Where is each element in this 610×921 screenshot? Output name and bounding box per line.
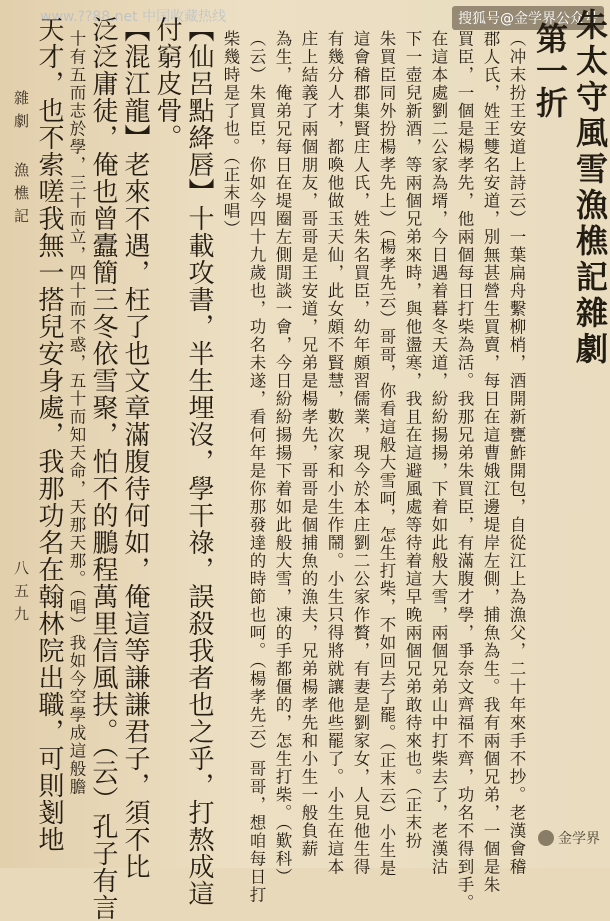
watermark-jinxuejie [538, 828, 600, 848]
text-column: 柴幾時是了也。（正末唱） [221, 30, 240, 238]
text-column: 在這本處劉二公家為壻，今日遇着暮冬天道，紛紛揚揚，下着如此般大雪，兩個兄弟山中打柴去了，老漢沽 [429, 30, 448, 876]
text-column: 庄上結義了兩個朋友，哥哥是王安道，兄弟是楊孝先，哥哥是個捕魚的漁夫，兄弟楊孝先和小生一般負薪 [299, 30, 318, 858]
aria-column: 付窮皮骨。 [152, 16, 182, 151]
text-column: 十有五而志於學，三十而立，四十而不惑，五十而知天命，天那天那。（唱）我如今空學成這般膽 [67, 30, 86, 796]
aria-column: 【仙呂點絳唇】十載攻書，半生埋沒，學干祿，誤殺我者也之乎，打熬成這 [184, 16, 214, 907]
text-column: 買臣，一個是楊孝先，他兩個每日打柴為活。我那兄弟朱買臣，有滿腹才學，爭奈文齊福不齊，功名不得到手。 [455, 30, 474, 912]
text-column: 下一壺兒新酒，等兩個兄弟來時，與他盪寒，我且在這避風處等待着這早晚兩個兄弟敢待來也。（正末扮 [403, 30, 422, 850]
aria-column: 天才，也不索嗟我無一搭兒安身處，我那功名在翰林院出職，可則剗地 [34, 16, 64, 853]
text-column: 朱買臣同外扮楊孝先上）（楊孝先云）哥哥，你看這般大雪呵，怎生打柴，不如回去了罷。（正末云）小生是 [377, 30, 396, 878]
act-label: 第一折 [531, 22, 569, 118]
text-column: 為生，俺弟兄每日在堤圈左側閒談一會，今日紛紛揚揚下着如此般大雪，凍的手都僵的，怎生打柴。（歎科） [273, 30, 292, 886]
side-label: 雜劇 漁樵記 [12, 90, 30, 231]
text-column: 郡人氏，姓王雙名安道，別無甚營生買賣，每日在這曹娥江邊堤岸左側，捕魚為生。我有兩個兄弟，一個是朱 [481, 30, 500, 894]
watermark-site: www.??88.net 中国收藏热线 [40, 9, 227, 25]
watermark-jinxuejie-label: 金学界 [558, 831, 600, 847]
text-column: （冲末扮王安道上詩云）一葉扁舟繫柳梢，酒開新甕鮓開包，自從江上為漁父，二十年來手不抄。老漢會稽 [507, 30, 526, 876]
watermark-sohu: 搜狐号@金学界公众号 [452, 6, 604, 30]
text-column: 這會稽郡集賢庄人氏，姓朱名買臣，幼年頗習儒業，現今於本庄劉二公家作贅，有妻是劉家女，人見他生得 [351, 30, 370, 876]
text-column: （云）朱買臣，你如今四十九歲也，功名未遂，看何年是你那發達的時節也呵。（楊孝先云）哥哥，想咱每日打 [247, 30, 266, 904]
aria-column: 泛泛庸徒，俺也曾蠹簡三冬依雪聚，怕不的鵬程萬里信風扶。（云）孔子有言 [88, 16, 118, 921]
page-number: 八五九 [12, 560, 30, 629]
running-title: 朱太守風雪漁樵記雜劇 [571, 8, 609, 368]
text-column: 有幾分人才，都喚他做玉天仙，此女頗不賢慧，數次家和小生作鬧。小生只得將就讓他些罷了。小生在這本 [325, 30, 344, 876]
aria-column: 【混江龍】老來不遇，枉了也文章滿腹待何如，俺這等謙謙君子，須不比 [120, 16, 150, 880]
wechat-logo-icon [538, 830, 554, 846]
